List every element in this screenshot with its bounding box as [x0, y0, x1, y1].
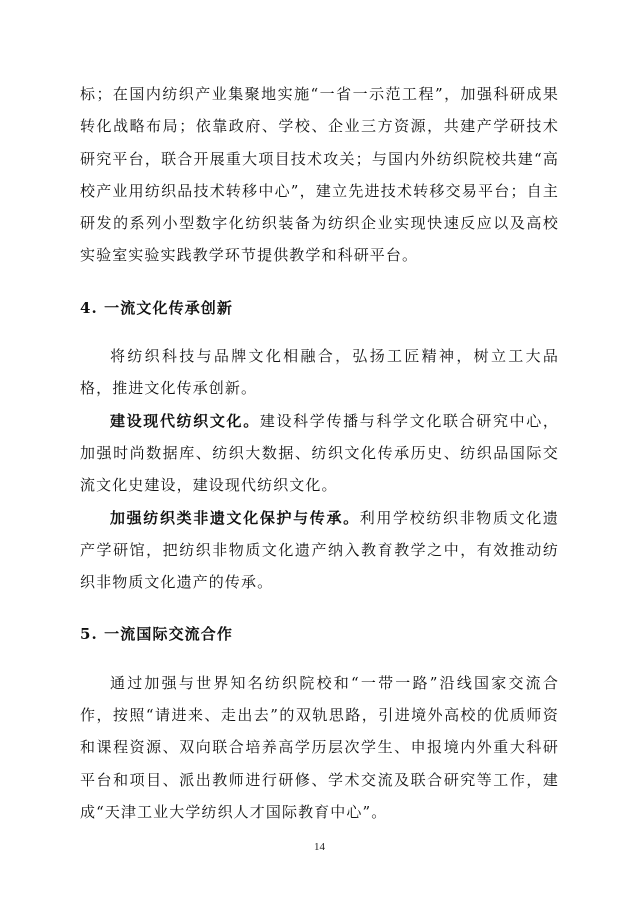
paragraph-international-cooperation: 通过加强与世界知名纺织院校和“一带一路”沿线国家交流合作，按照“请进来、走出去”的双轨思路，引进境外高校的优质师资和课程资源、双向联合培养高学历层次学生、申报境内外重大科研平台和项目、派出教师进行研修、学术交流及联合研究等工作，建成“天津工业大学纺织人才国际教育中心”。	[80, 673, 559, 821]
paragraph-culture-intro: 将纺织科技与品牌文化相融合，弘扬工匠精神，树立工大品格，推进文化传承创新。	[80, 347, 559, 398]
paragraph-body-text: 利用学校纺织非物质文化遗产学研馆，把纺织非物质文化遗产纳入教育教学之中，有效推动纺织非物质文化遗产的传承。	[80, 508, 559, 592]
page-number: 14	[314, 841, 325, 853]
paragraph-lead-text: 建设现代纺织文化。	[110, 411, 260, 430]
paragraph-body-text: 建设科学传播与科学文化联合研究中心，加强时尚数据库、纺织大数据、纺织文化传承历史、纺织品国际交流文化史建设，建设现代纺织文化。	[80, 411, 559, 495]
section-heading-4: 4. 一流文化传承创新	[80, 298, 233, 317]
page-body	[80, 78, 559, 828]
section-heading-5: 5. 一流国际交流合作	[80, 625, 233, 644]
paragraph-lead-text: 加强纺织类非遗文化保护与传承。	[110, 508, 360, 527]
paragraph-heritage-protection	[80, 502, 559, 599]
paragraph-continuation: 标；在国内纺织产业集聚地实施“一省一示范工程”，加强科研成果转化战略布局；依靠政府、学校、企业三方资源，共建产学研技术研究平台，联合开展重大项目技术攻关；与国内外纺织院校共建“高校产业用纺织品技术转移中心”，建立先进技术转移交易平台；自主研发的系列小型数字化纺织装备为纺织企业实现快速反应以及高校实验室实验实践教学环节提供教学和科研平台。	[80, 85, 559, 265]
paragraph-modern-textile-culture	[80, 405, 559, 502]
